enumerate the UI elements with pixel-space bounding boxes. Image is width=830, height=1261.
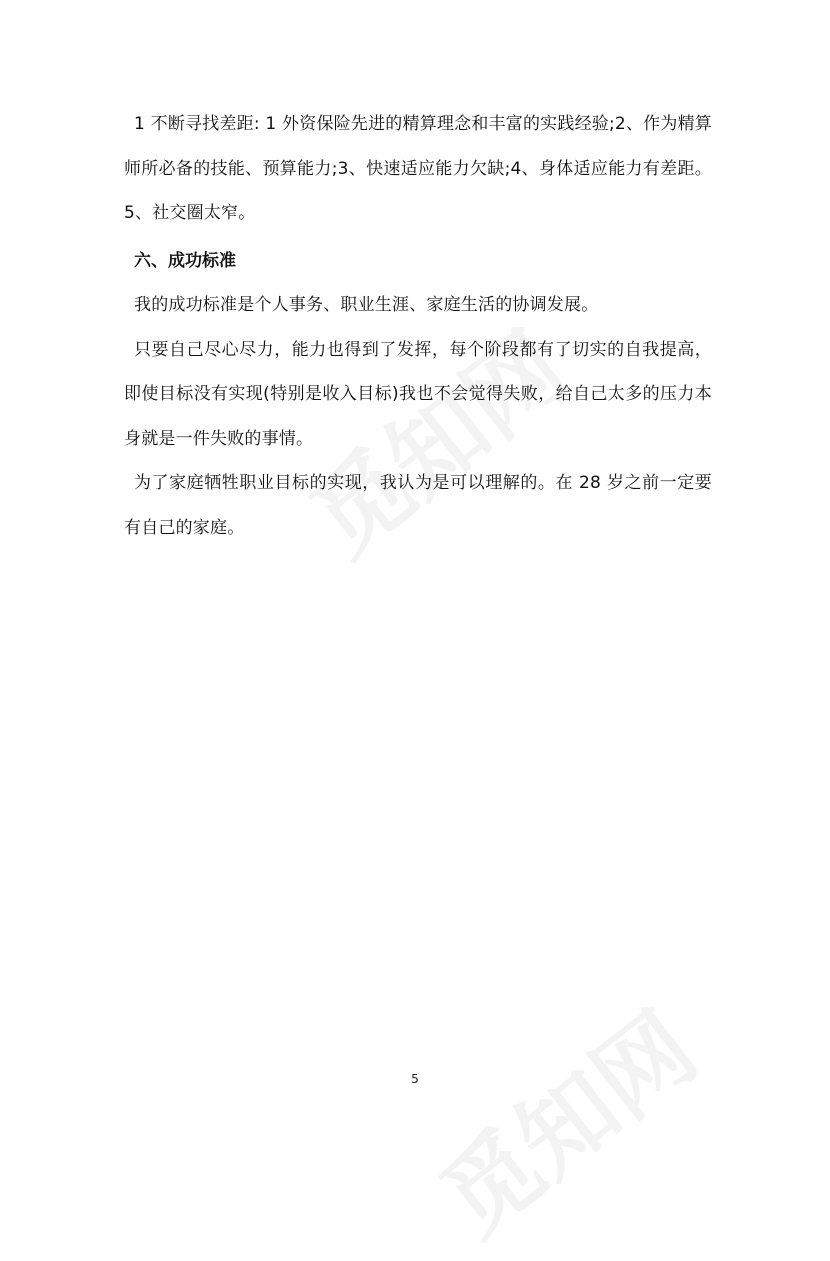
paragraph-gaps: 1 不断寻找差距: 1 外资保险先进的精算理念和丰富的实践经验;2、作为精算师所必备的技能、预算能力;3、快速适应能力欠缺;4、身体适应能力有差距。5、社交圈太窄。 bbox=[124, 114, 712, 223]
paragraph-effort: 只要自己尽心尽力，能力也得到了发挥，每个阶段都有了切实的自我提高，即使目标没有实现(特别是收入目标)我也不会觉得失败，给自己太多的压力本身就是一件失败的事情。 bbox=[124, 339, 712, 449]
watermark bbox=[408, 976, 719, 1261]
paragraph-family: 为了家庭牺牲职业目标的实现，我认为是可以理解的。在 28 岁之前一定要有自己的家庭。 bbox=[124, 473, 712, 538]
paragraph-success-criteria: 我的成功标准是个人事务、职业生涯、家庭生活的协调发展。 bbox=[134, 295, 599, 315]
page-number: 5 bbox=[411, 1072, 419, 1086]
section-heading-success-criteria: 六、成功标准 bbox=[134, 250, 236, 271]
page-content bbox=[124, 102, 712, 550]
